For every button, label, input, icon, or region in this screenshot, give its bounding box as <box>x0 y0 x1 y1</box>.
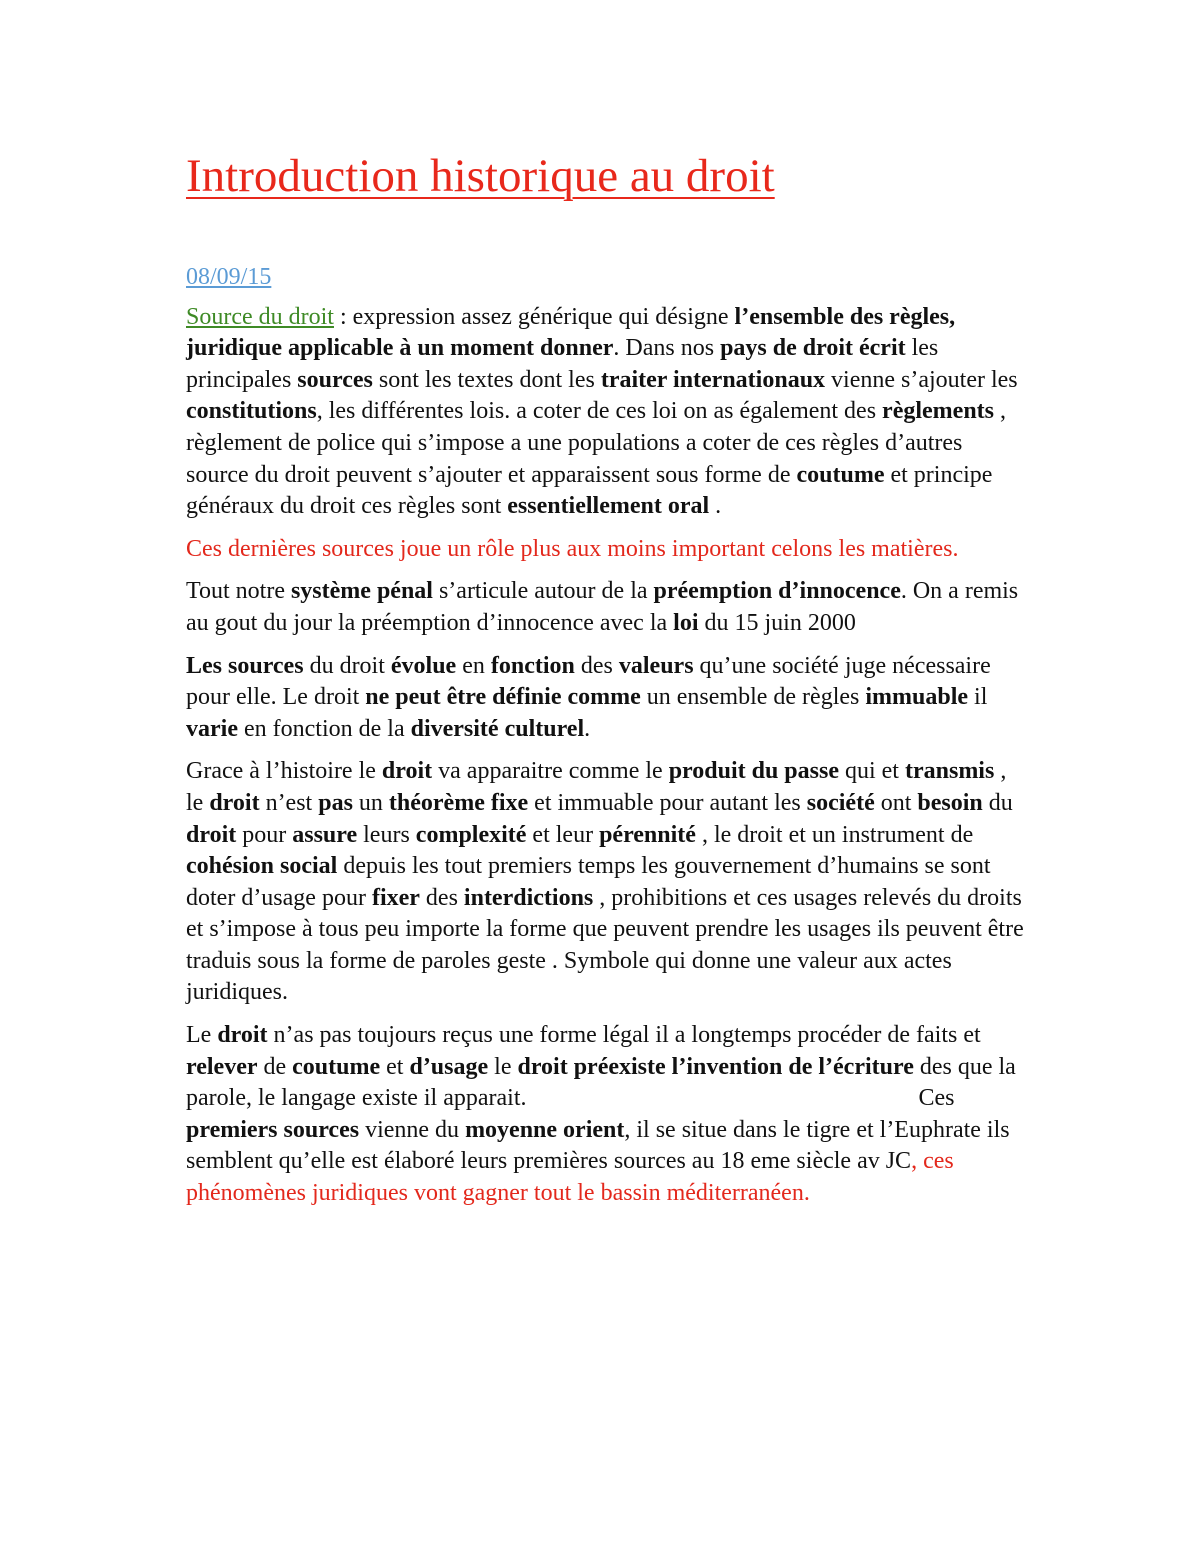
text-run: Le <box>186 1022 218 1049</box>
bold-term: relever <box>186 1053 258 1080</box>
text-run: sont les textes dont les <box>372 366 601 393</box>
bold-term: pérennité <box>599 821 696 848</box>
bold-term: fonction <box>490 652 575 679</box>
text-run: depuis les tout premiers temps les gouvernement d’humains se sont doter d’usage pour <box>186 853 991 911</box>
text-run: les principales <box>186 335 939 393</box>
paragraph-sources-evolue <box>186 651 1026 746</box>
bold-term: droit <box>186 821 237 848</box>
bold-term: essentiellement oral <box>507 493 710 520</box>
text-run: et principe généraux du droit ces règles sont <box>186 461 993 520</box>
paragraph-droit-ecriture <box>186 1020 1026 1210</box>
text-run: pour <box>236 821 293 848</box>
text-run: . Dans nos <box>613 335 721 362</box>
text-run: Grace à l’histoire le <box>186 758 382 785</box>
bold-term: fixer <box>371 884 420 911</box>
text-run: . <box>584 715 591 742</box>
bold-term: sources <box>297 366 373 393</box>
text-run: un ensemble de règles <box>640 684 866 711</box>
text-run: un <box>352 789 389 816</box>
bold-term: complexité <box>415 821 527 848</box>
bold-term: varie <box>186 715 238 742</box>
text-run: , les différentes lois. a coter de ces loi on as également des <box>316 398 883 425</box>
text-run: . <box>709 493 722 520</box>
bold-term: système pénal <box>290 578 433 605</box>
term-label-source-du-droit: Source du droit <box>186 303 334 330</box>
bold-term: interdictions <box>463 884 594 911</box>
text-run: vienne du <box>359 1116 466 1143</box>
text-run: Ces <box>918 1085 955 1112</box>
text-run: qu’une société juge nécessaire pour elle. Le droit <box>186 652 991 711</box>
text-run: du 15 juin 2000 <box>698 609 856 636</box>
bold-term: ne peut être définie comme <box>365 684 641 711</box>
bold-term: coutume <box>796 461 885 488</box>
bold-term: pays de droit écrit <box>720 335 906 362</box>
bold-term: droit préexiste l’invention de l’écriture <box>517 1053 914 1080</box>
bold-term: droit <box>381 758 433 785</box>
text-run: en <box>456 652 491 679</box>
text-run: , le <box>186 758 1007 816</box>
text-run: et leur <box>526 821 600 848</box>
bold-term: préemption d’innocence <box>653 578 901 605</box>
bold-term: évolue <box>390 652 457 679</box>
bold-term: règlements <box>882 398 994 425</box>
bold-term: moyenne orient <box>465 1116 625 1143</box>
bold-term: Les sources <box>186 652 304 679</box>
text-run: et <box>380 1053 410 1080</box>
bold-term: produit du passe <box>668 758 839 785</box>
text-run: du droit <box>303 652 391 679</box>
text-run: des que la parole, le langage existe il apparait. <box>186 1053 1016 1112</box>
paragraph-source-du-droit <box>186 302 1026 523</box>
text-run: , prohibitions et ces usages relevés du droits et s’impose à tous peu importe la forme que peuvent prendre les usages ils peuvent être traduis sous la forme de paroles geste . Symbole qui donne une valeur aux actes juridiques. <box>186 884 1024 1006</box>
bold-term: diversité culturel <box>410 715 585 742</box>
text-run: n’est <box>259 789 319 816</box>
text-run: et immuable pour autant les <box>528 789 807 816</box>
text-run: leurs <box>357 821 416 848</box>
text-run: des <box>574 652 619 679</box>
text-run: , il se situe dans le tigre et l’Euphrate ils semblent qu’elle est élaboré leurs premières sources au 18 eme siècle av JC <box>186 1116 1010 1175</box>
text-run: qui et <box>838 758 905 785</box>
bold-term: immuable <box>865 684 969 711</box>
page-title: Introduction historique au droit <box>186 150 775 202</box>
text-run: s’articule autour de la <box>432 578 654 605</box>
text-run: vienne s’ajouter les <box>825 366 1018 393</box>
bold-term: premiers sources <box>186 1116 360 1143</box>
bold-term: l’ensemble des règles, juridique applicable à un moment donner <box>186 303 956 362</box>
bold-term: coutume <box>292 1053 381 1080</box>
bold-term: transmis <box>904 758 995 785</box>
bold-term: droit <box>217 1022 268 1049</box>
bold-term: d’usage <box>409 1053 489 1080</box>
text-run: n’as pas toujours reçus une forme légal il a longtemps procéder de faits et <box>267 1022 981 1049</box>
bold-term: pas <box>318 789 353 816</box>
bold-term: société <box>806 789 875 816</box>
bold-term: constitutions <box>186 398 317 425</box>
document-body <box>186 262 1026 1221</box>
paragraph-histoire <box>186 756 1026 1009</box>
text-run: : expression assez générique qui désigne <box>333 303 735 330</box>
text-run: le <box>488 1053 518 1080</box>
red-text-run: , ces phénomènes juridiques vont gagner tout le bassin méditerranéen. <box>186 1148 954 1207</box>
text-run: . On a remis au gout du jour la préemption d’innocence avec la <box>186 578 1019 636</box>
text-run: en fonction de la <box>237 715 411 742</box>
bold-term: traiter internationaux <box>600 366 826 393</box>
text-run: , règlement de police qui s’impose a une populations a coter de ces règles d’autres source du droit peuvent s’ajouter et apparaissent sous forme de <box>186 398 1006 488</box>
bold-term: cohésion social <box>186 853 338 880</box>
bold-term: théorème fixe <box>388 789 529 816</box>
text-run: va apparaitre comme le <box>432 758 669 785</box>
text-run: du <box>982 789 1013 816</box>
text-run: de <box>257 1053 293 1080</box>
bold-term: droit <box>209 789 260 816</box>
bold-term: besoin <box>917 789 983 816</box>
paragraph-systeme-penal <box>186 576 1026 639</box>
text-run: , le droit et un instrument de <box>695 821 974 848</box>
bold-term: assure <box>292 821 358 848</box>
date-line: 08/09/15 <box>186 264 272 290</box>
text-run: ont <box>874 789 918 816</box>
bold-term: loi <box>673 609 699 636</box>
text-run: des <box>419 884 464 911</box>
bold-term: valeurs <box>618 652 694 679</box>
text-run: il <box>968 684 988 711</box>
paragraph-red-note: Ces dernières sources joue un rôle plus aux moins important celons les matières. <box>186 535 959 562</box>
text-run: Tout notre <box>186 578 291 605</box>
